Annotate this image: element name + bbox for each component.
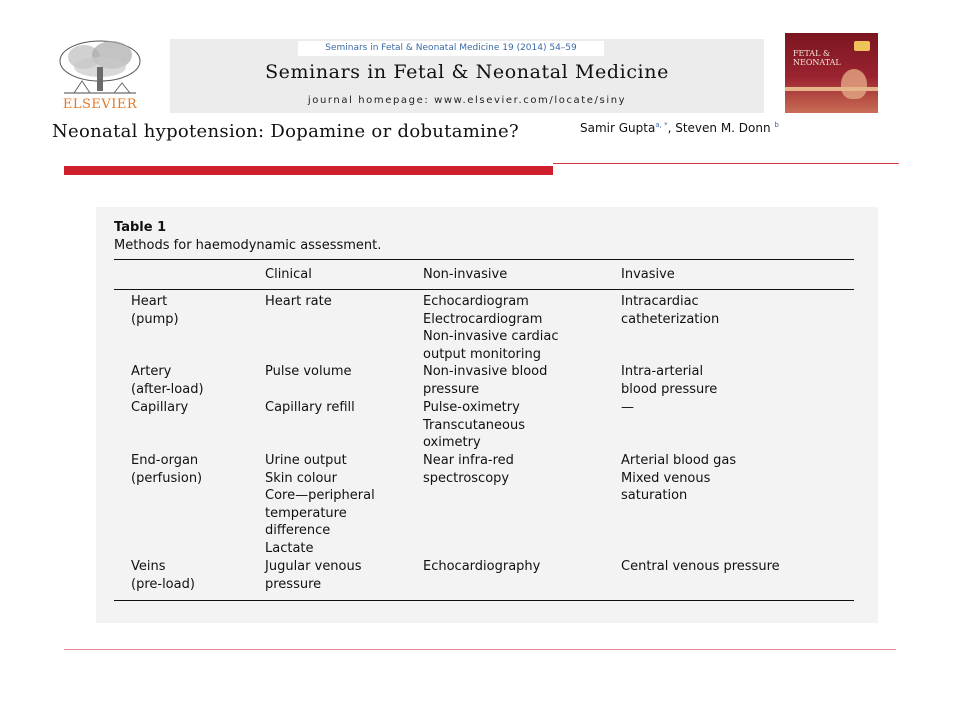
article-authors: [580, 121, 779, 135]
author-name[interactable]: , Steven M. Donn: [667, 121, 771, 135]
journal-cover-image: [785, 33, 878, 113]
table-cell: Arterial blood gas Mixed venous saturation: [621, 453, 737, 503]
article-title: Neonatal hypotension: Dopamine or dobutamine?: [52, 121, 519, 142]
table-figure: [96, 207, 878, 623]
author-affiliation: b: [774, 121, 779, 129]
journal-homepage[interactable]: journal homepage: www.elsevier.com/locate/siny: [307, 95, 627, 106]
table-cell: Pulse volume: [265, 364, 352, 379]
divider-line: [553, 163, 899, 164]
table-cell: Heart rate: [265, 294, 332, 309]
journal-banner: [170, 39, 764, 113]
column-header-clinical: Clinical: [265, 267, 312, 282]
tree-icon: [54, 37, 146, 97]
cover-band: [785, 87, 878, 91]
footer-divider: [64, 649, 896, 650]
row-heading-heart: Heart (pump): [131, 294, 179, 327]
table-cell: Urine output Skin colour Core—peripheral temperature difference Lactate: [265, 453, 375, 556]
column-header-non-invasive: Non-invasive: [423, 267, 508, 282]
table-cell: —: [621, 400, 634, 415]
row-heading-artery: Artery (after-load): [131, 364, 204, 397]
table-cell: Intra-arterial blood pressure: [621, 364, 718, 397]
assessment-table: [114, 259, 854, 601]
citation-line[interactable]: Seminars in Fetal & Neonatal Medicine 19 (2014) 54–59: [298, 41, 604, 56]
row-heading-capillary: Capillary: [131, 400, 189, 415]
table-cell: Intracardiac catheterization: [621, 294, 720, 327]
table-cell: Near infra-red spectroscopy: [423, 453, 514, 486]
journal-header: [52, 33, 882, 115]
table-cell: Non-invasive blood pressure: [423, 364, 548, 397]
table-cell: Central venous pressure: [621, 559, 780, 574]
row-heading-veins: Veins (pre-load): [131, 559, 195, 592]
row-heading-end-organ: End-organ (perfusion): [131, 453, 203, 486]
table-cell: Echocardiogram Electrocardiogram Non-invasive cardiac output monitoring: [423, 294, 559, 362]
author-name[interactable]: Samir Gupta: [580, 121, 656, 135]
table-cell: Pulse-oximetry Transcutaneous oximetry: [423, 400, 526, 450]
cover-figure: [841, 69, 867, 99]
table-cell: Jugular venous pressure: [265, 559, 362, 592]
cover-title: FETAL & NEONATAL: [793, 49, 841, 67]
table-cell: Capillary refill: [265, 400, 355, 415]
author-affiliation: a, *: [655, 121, 668, 129]
journal-title: Seminars in Fetal & Neonatal Medicine: [265, 61, 669, 83]
table-caption: Methods for haemodynamic assessment.: [114, 238, 382, 253]
accent-bar: [64, 166, 553, 175]
elsevier-logo: [52, 37, 148, 113]
table-cell: Echocardiography: [423, 559, 541, 574]
logo-wordmark: ELSEVIER: [62, 97, 138, 112]
table-label: Table 1: [114, 220, 167, 235]
header-rule: [114, 289, 854, 290]
column-header-invasive: Invasive: [621, 267, 675, 282]
